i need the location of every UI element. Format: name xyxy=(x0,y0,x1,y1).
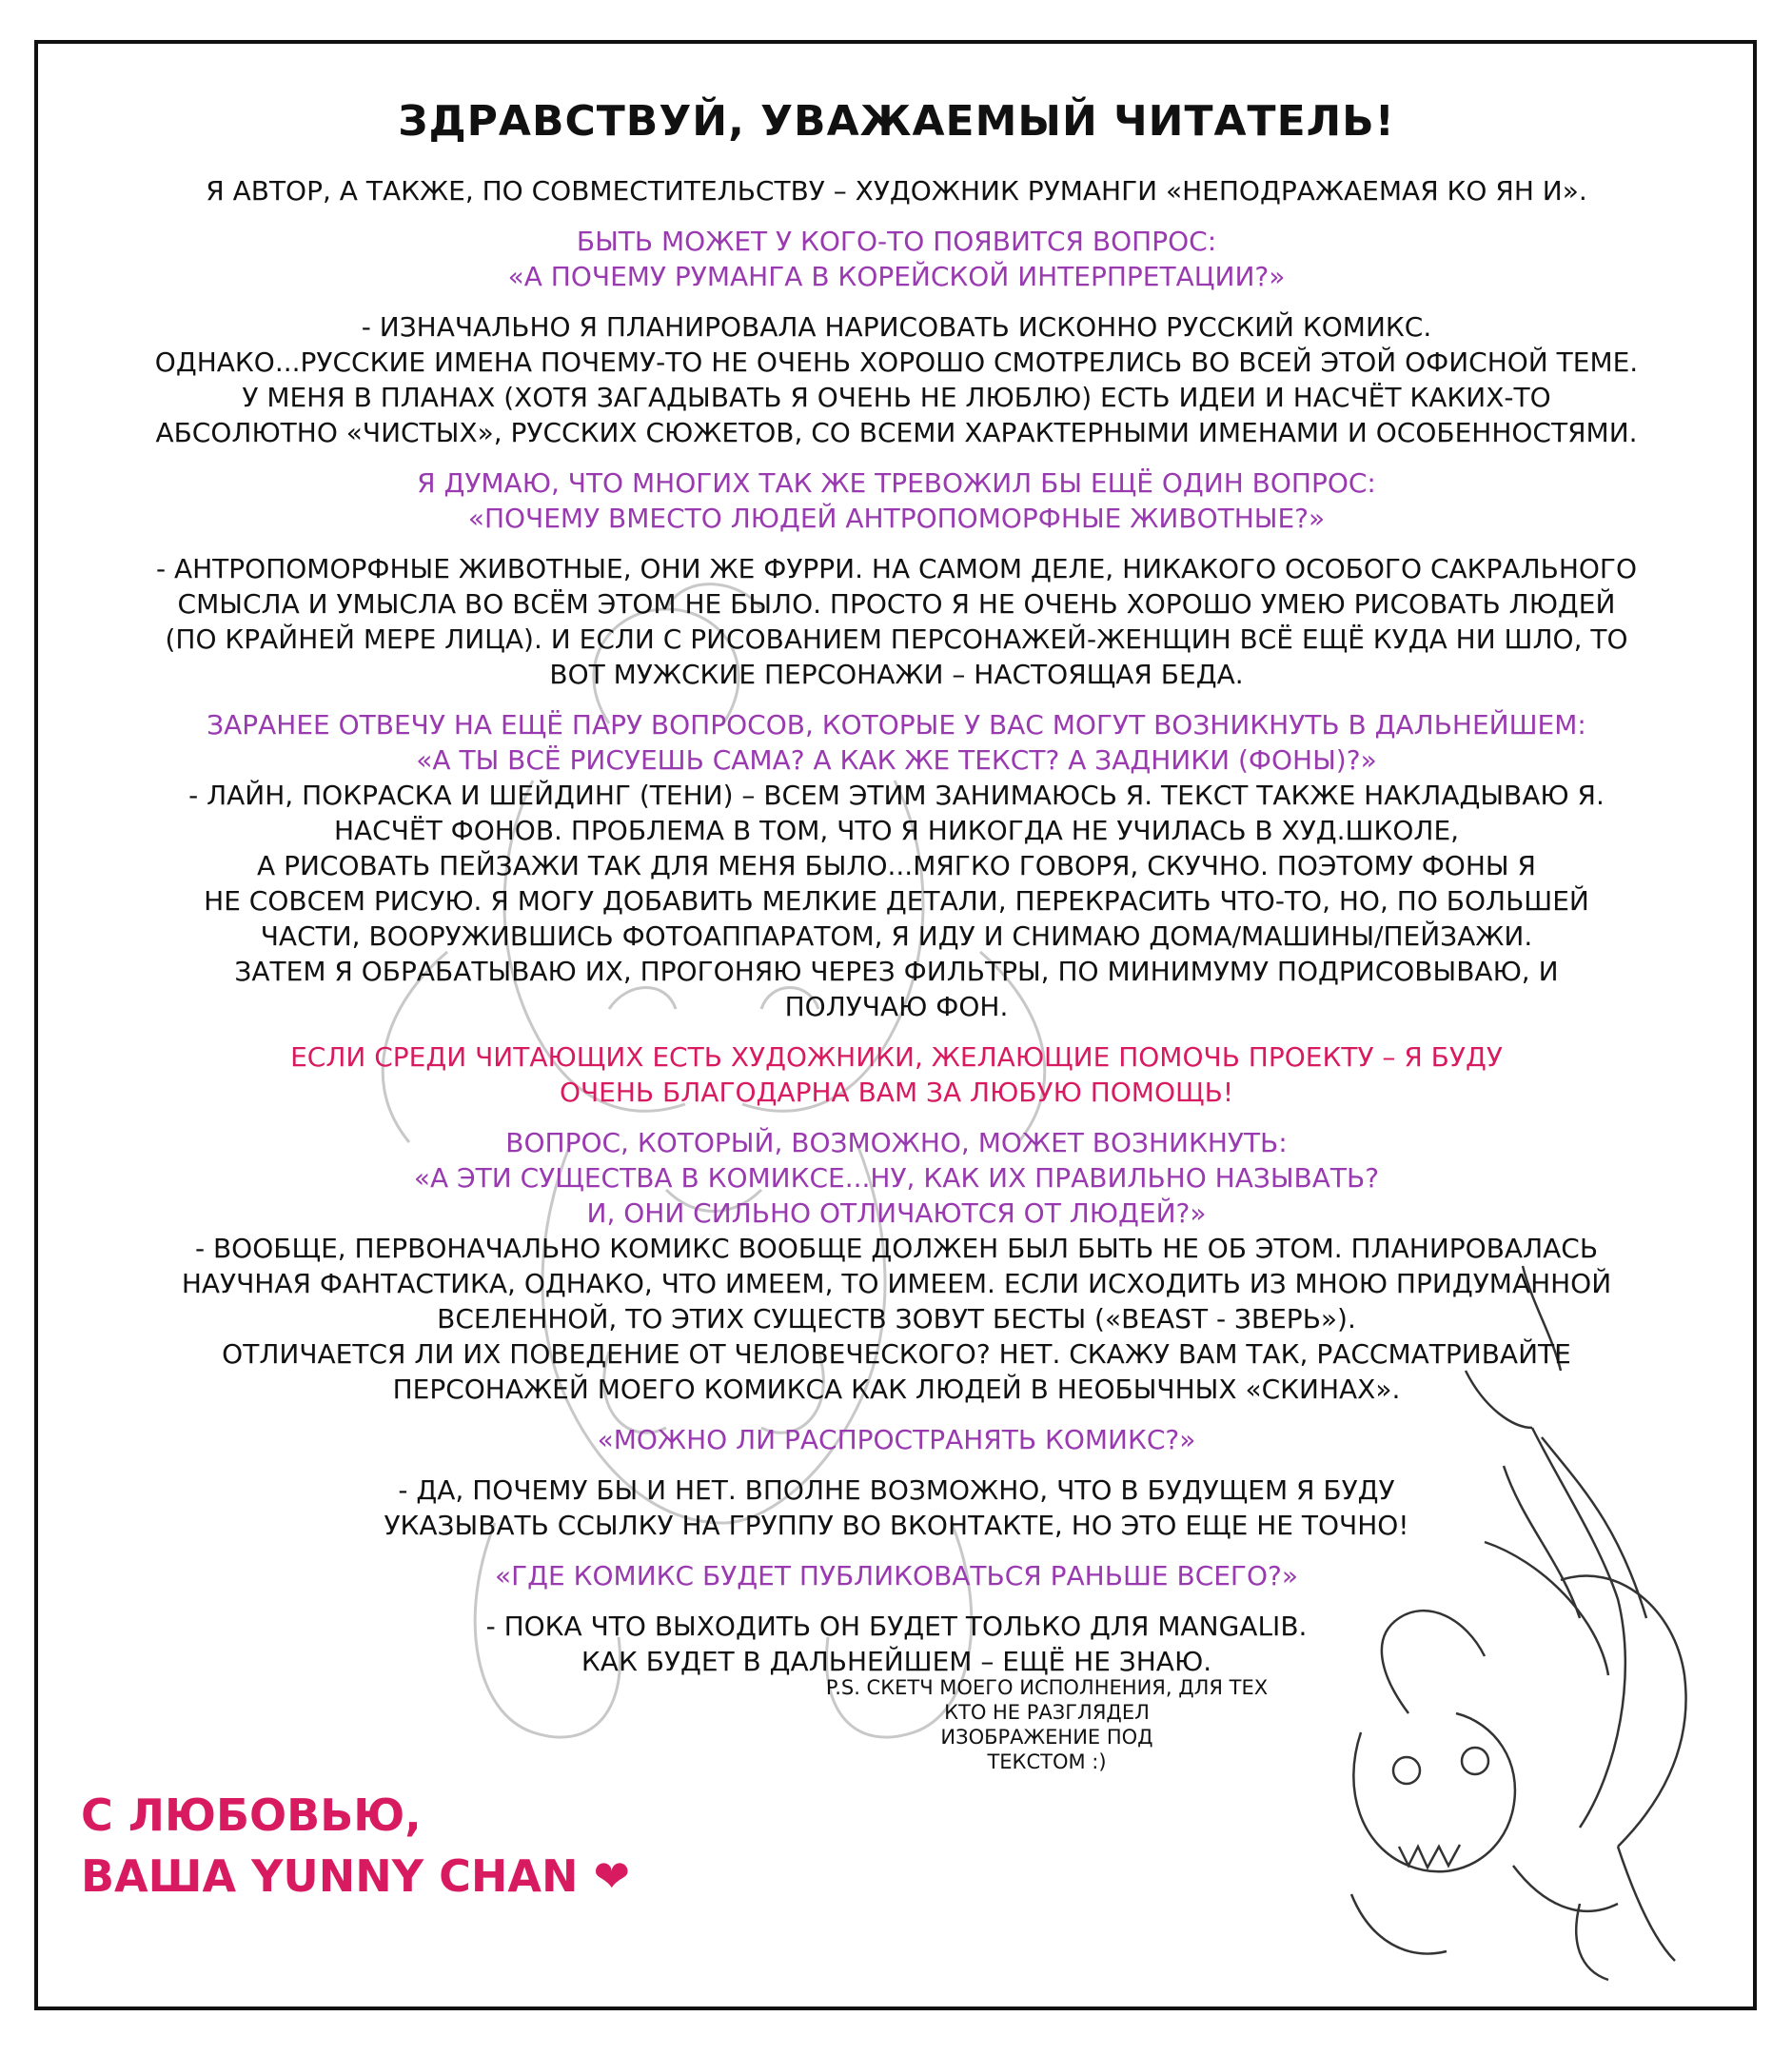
answer-line: АБСОЛЮТНО «ЧИСТЫХ», РУССКИХ СЮЖЕТОВ, СО ВСЕМИ ХАРАКТЕРНЫМИ ИМЕНАМИ И ОСОБЕННОСТЯМИ. xyxy=(155,417,1638,448)
answer-line: ПЕРСОНАЖЕЙ МОЕГО КОМИКСА КАК ЛЮДЕЙ В НЕОБЫЧНЫХ «СКИНАХ». xyxy=(392,1374,1401,1405)
ps-line: ИЗОБРАЖЕНИЕ ПОД xyxy=(940,1726,1153,1749)
question-line: «МОЖНО ЛИ РАСПРОСТРАНЯТЬ КОМИКС?» xyxy=(597,1424,1196,1455)
answer-line: - ВООБЩЕ, ПЕРВОНАЧАЛЬНО КОМИКС ВООБЩЕ ДОЛЖЕН БЫЛ БЫТЬ НЕ ОБ ЭТОМ. ПЛАНИРОВАЛАСЬ xyxy=(194,1233,1599,1264)
answer-line: - ПОКА ЧТО ВЫХОДИТЬ ОН БУДЕТ ТОЛЬКО ДЛЯ MANGALIB. xyxy=(485,1611,1308,1642)
answer-line: ПОЛУЧАЮ ФОН. xyxy=(784,991,1009,1022)
answer-line: КАК БУДЕТ В ДАЛЬНЕЙШЕМ – ЕЩЁ НЕ ЗНАЮ. xyxy=(581,1646,1212,1677)
question-line: ЗАРАНЕЕ ОТВЕЧУ НА ЕЩЁ ПАРУ ВОПРОСОВ, КОТОРЫЕ У ВАС МОГУТ ВОЗНИКНУТЬ В ДАЛЬНЕЙШЕМ: xyxy=(207,709,1586,741)
answer-line: СМЫСЛА И УМЫСЛА ВО ВСЁМ ЭТОМ НЕ БЫЛО. ПРОСТО Я НЕ ОЧЕНЬ ХОРОШО УМЕЮ РИСОВАТЬ ЛЮДЕЙ xyxy=(177,588,1616,620)
question-line: «ПОЧЕМУ ВМЕСТО ЛЮДЕЙ АНТРОПОМОРФНЫЕ ЖИВОТНЫЕ?» xyxy=(467,503,1326,534)
answer-line: - АНТРОПОМОРФНЫЕ ЖИВОТНЫЕ, ОНИ ЖЕ ФУРРИ. НА САМОМ ДЕЛЕ, НИКАКОГО ОСОБОГО САКРАЛЬНОГО xyxy=(155,553,1638,584)
answer-line: - ИЗНАЧАЛЬНО Я ПЛАНИРОВАЛА НАРИСОВАТЬ ИСКОННО РУССКИЙ КОМИКС. xyxy=(361,311,1432,343)
answer-line: НАУЧНАЯ ФАНТАСТИКА, ОДНАКО, ЧТО ИМЕЕМ, ТО ИМЕЕМ. ЕСЛИ ИСХОДИТЬ ИЗ МНОЮ ПРИДУМАННОЙ xyxy=(181,1268,1612,1299)
answer-line: ВСЕЛЕННОЙ, ТО ЭТИХ СУЩЕСТВ ЗОВУТ БЕСТЫ («BEAST - ЗВЕРЬ»). xyxy=(437,1303,1356,1334)
signoff xyxy=(81,1785,630,1907)
question-line: И, ОНИ СИЛЬНО ОТЛИЧАЮТСЯ ОТ ЛЮДЕЙ?» xyxy=(586,1197,1207,1229)
answer-line: ВОТ МУЖСКИЕ ПЕРСОНАЖИ – НАСТОЯЩАЯ БЕДА. xyxy=(549,659,1244,690)
answer-line: У МЕНЯ В ПЛАНАХ (ХОТЯ ЗАГАДЫВАТЬ Я ОЧЕНЬ НЕ ЛЮБЛЮ) ЕСТЬ ИДЕИ И НАСЧЁТ КАКИХ-ТО xyxy=(242,382,1551,413)
question-line: «А ПОЧЕМУ РУМАНГА В КОРЕЙСКОЙ ИНТЕРПРЕТАЦИИ?» xyxy=(507,261,1286,292)
answer-line: ЗАТЕМ Я ОБРАБАТЫВАЮ ИХ, ПРОГОНЯЮ ЧЕРЕЗ ФИЛЬТРЫ, ПО МИНИМУМУ ПОДРИСОВЫВАЮ, И xyxy=(234,956,1559,987)
ps-line: ТЕКСТОМ :) xyxy=(987,1750,1107,1773)
question-line: «ГДЕ КОМИКС БУДЕТ ПУБЛИКОВАТЬСЯ РАНЬШЕ ВСЕГО?» xyxy=(494,1560,1299,1591)
answer-line: А РИСОВАТЬ ПЕЙЗАЖИ ТАК ДЛЯ МЕНЯ БЫЛО...МЯГКО ГОВОРЯ, СКУЧНО. ПОЭТОМУ ФОНЫ Я xyxy=(257,850,1536,881)
ps-line: P.S. СКЕТЧ МОЕГО ИСПОЛНЕНИЯ, ДЛЯ ТЕХ xyxy=(825,1676,1269,1699)
intro-line: Я АВТОР, А ТАКЖЕ, ПО СОВМЕСТИТЕЛЬСТВУ – ХУДОЖНИК РУМАНГИ «НЕПОДРАЖАЕМАЯ КО ЯН И». xyxy=(206,175,1587,207)
answer-line: (ПО КРАЙНЕЙ МЕРЕ ЛИЦА). И ЕСЛИ С РИСОВАНИЕМ ПЕРСОНАЖЕЙ-ЖЕНЩИН ВСЁ ЕЩЁ КУДА НИ ШЛО, ТО xyxy=(165,623,1628,655)
appeal-line: ОЧЕНЬ БЛАГОДАРНА ВАМ ЗА ЛЮБУЮ ПОМОЩЬ! xyxy=(559,1077,1234,1108)
answer-line: НЕ СОВСЕМ РИСУЮ. Я МОГУ ДОБАВИТЬ МЕЛКИЕ ДЕТАЛИ, ПЕРЕКРАСИТЬ ЧТО-ТО, НО, ПО БОЛЬШЕЙ xyxy=(204,885,1589,917)
answer-line: ЧАСТИ, ВООРУЖИВШИСЬ ФОТОАППАРАТОМ, Я ИДУ И СНИМАЮ ДОМА/МАШИНЫ/ПЕЙЗАЖИ. xyxy=(260,920,1533,952)
signoff-line: ВАША YUNNY CHAN ❤ xyxy=(81,1850,630,1902)
appeal-line: ЕСЛИ СРЕДИ ЧИТАЮЩИХ ЕСТЬ ХУДОЖНИКИ, ЖЕЛАЮЩИЕ ПОМОЧЬ ПРОЕКТУ – Я БУДУ xyxy=(290,1041,1503,1073)
question-line: БЫТЬ МОЖЕТ У КОГО-ТО ПОЯВИТСЯ ВОПРОС: xyxy=(576,226,1217,257)
answer-line: ОДНАКО...РУССКИЕ ИМЕНА ПОЧЕМУ-ТО НЕ ОЧЕНЬ ХОРОШО СМОТРЕЛИСЬ ВО ВСЕЙ ЭТОЙ ОФИСНОЙ ТЕМЕ. xyxy=(154,346,1639,378)
answer-line: УКАЗЫВАТЬ ССЫЛКУ НА ГРУППУ ВО ВКОНТАКТЕ, НО ЭТО ЕЩЕ НЕ ТОЧНО! xyxy=(384,1510,1409,1541)
answer-line: - ДА, ПОЧЕМУ БЫ И НЕТ. ВПОЛНЕ ВОЗМОЖНО, ЧТО В БУДУЩЕМ Я БУДУ xyxy=(398,1474,1395,1506)
ps-line: КТО НЕ РАЗГЛЯДЕЛ xyxy=(944,1701,1150,1724)
answer-line: ОТЛИЧАЕТСЯ ЛИ ИХ ПОВЕДЕНИЕ ОТ ЧЕЛОВЕЧЕСКОГО? НЕТ. СКАЖУ ВАМ ТАК, РАССМАТРИВАЙТЕ xyxy=(222,1338,1571,1370)
question-line: «А ТЫ ВСЁ РИСУЕШЬ САМА? А КАК ЖЕ ТЕКСТ? А ЗАДНИКИ (ФОНЫ)?» xyxy=(416,744,1377,776)
greeting-title: ЗДРАВСТВУЙ, УВАЖАЕМЫЙ ЧИТАТЕЛЬ! xyxy=(398,97,1395,146)
article-body xyxy=(42,95,1751,1679)
question-line: «А ЭТИ СУЩЕСТВА В КОМИКСЕ...НУ, КАК ИХ ПРАВИЛЬНО НАЗЫВАТЬ? xyxy=(413,1162,1380,1194)
answer-line: - ЛАЙН, ПОКРАСКА И ШЕЙДИНГ (ТЕНИ) – ВСЕМ ЭТИМ ЗАНИМАЮСЬ Я. ТЕКСТ ТАКЖЕ НАКЛАДЫВАЮ Я. xyxy=(188,780,1605,811)
question-line: ВОПРОС, КОТОРЫЙ, ВОЗМОЖНО, МОЖЕТ ВОЗНИКНУТЬ: xyxy=(505,1127,1288,1158)
signoff-line: С ЛЮБОВЬЮ, xyxy=(81,1789,422,1841)
question-line: Я ДУМАЮ, ЧТО МНОГИХ ТАК ЖЕ ТРЕВОЖИЛ БЫ ЕЩЁ ОДИН ВОПРОС: xyxy=(417,467,1376,499)
answer-line: НАСЧЁТ ФОНОВ. ПРОБЛЕМА В ТОМ, ЧТО Я НИКОГДА НЕ УЧИЛАСЬ В ХУД.ШКОЛЕ, xyxy=(333,815,1460,846)
ps-note xyxy=(761,1675,1332,1774)
